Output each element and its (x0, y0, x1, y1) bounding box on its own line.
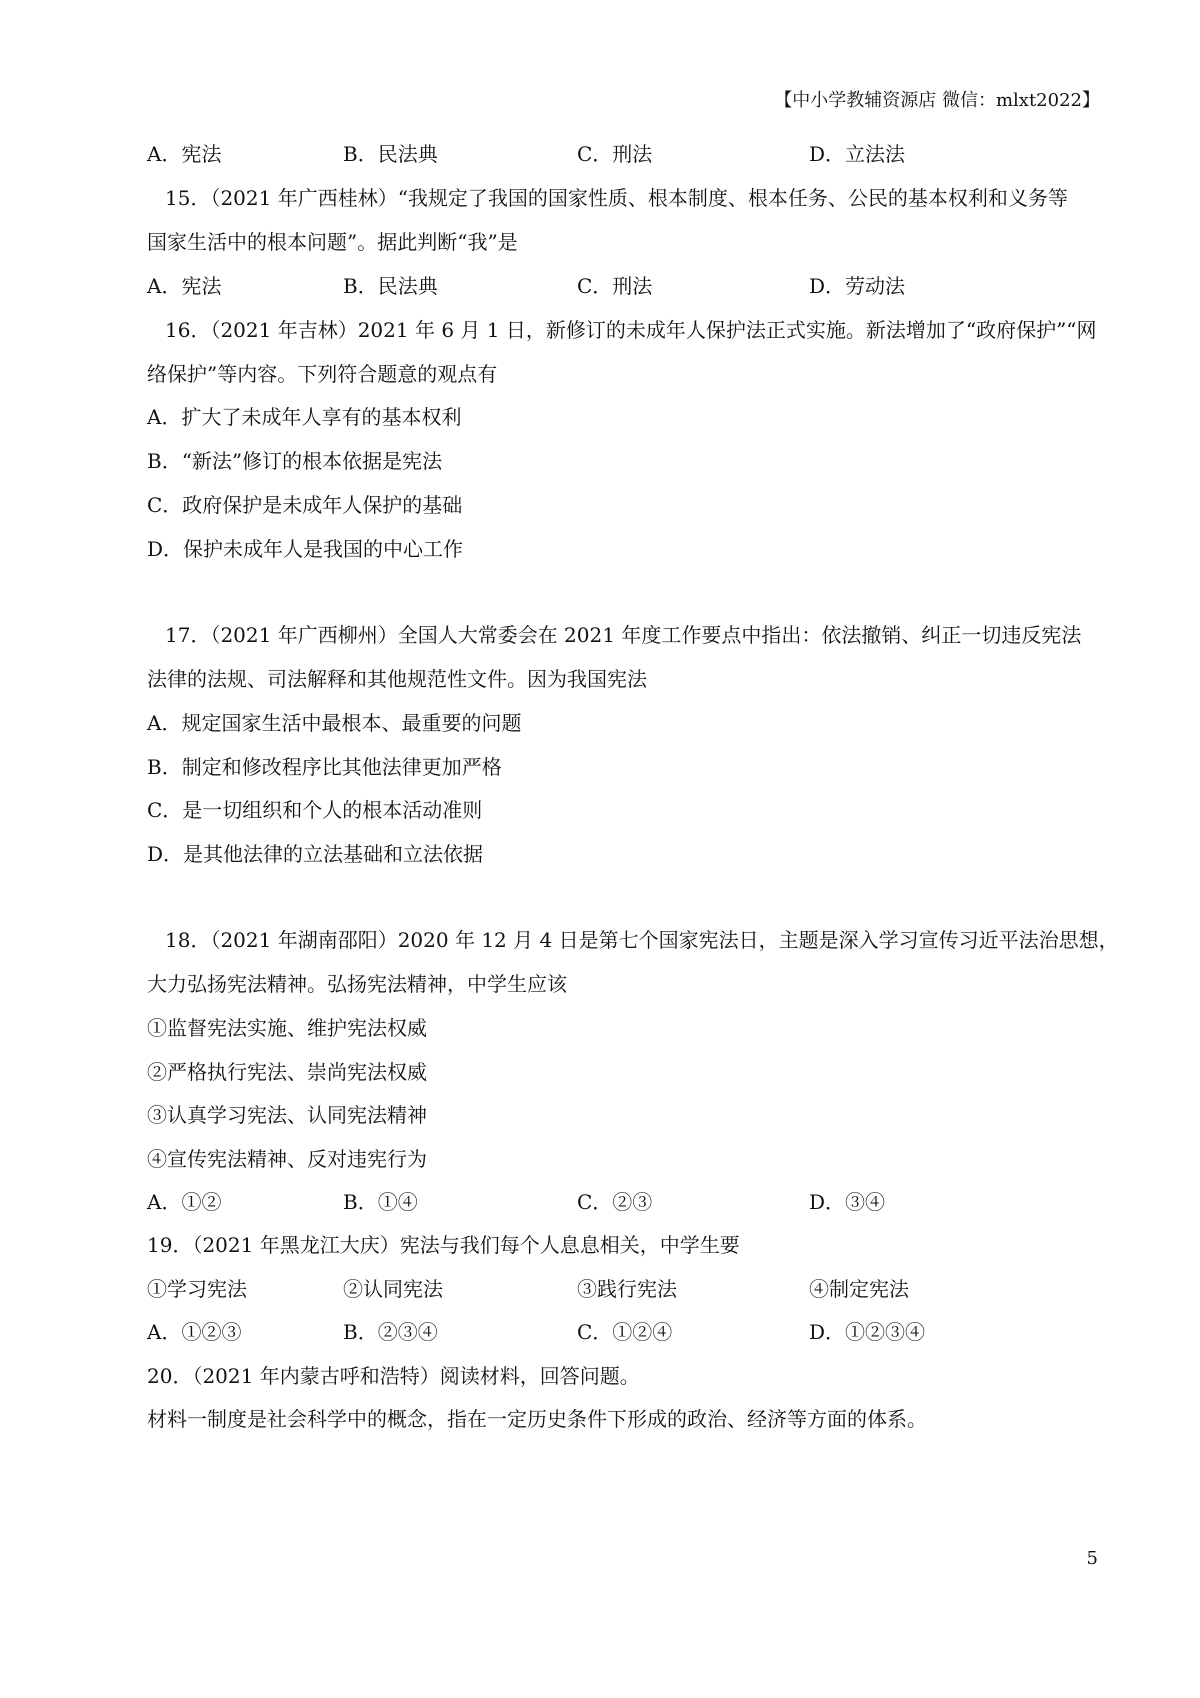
option-b: B．民法典 (343, 274, 438, 298)
q20-stem: 20．（2021 年内蒙古呼和浩特）阅读材料，回答问题。 (147, 1364, 640, 1388)
q15-stem-line2: 国家生活中的根本问题”。据此判断“我”是 (147, 230, 518, 254)
q19-statement-2: ②认同宪法 (343, 1277, 443, 1301)
q18-statement-4: ④宣传宪法精神、反对违宪行为 (147, 1147, 427, 1171)
option-c: C．刑法 (577, 142, 653, 166)
q16-option-c: C．政府保护是未成年人保护的基础 (147, 493, 463, 517)
q20-material: 材料一制度是社会科学中的概念，指在一定历史条件下形成的政治、经济等方面的体系。 (147, 1407, 927, 1431)
q17-option-c: C．是一切组织和个人的根本活动准则 (147, 798, 483, 822)
page-header: 【中小学教辅资源店 微信：mlxt2022】 (774, 90, 1100, 111)
q19-statement-4: ④制定宪法 (809, 1277, 909, 1301)
q16-option-a: A．扩大了未成年人享有的基本权利 (147, 405, 462, 429)
option-c: C．①②④ (577, 1320, 673, 1344)
q15-stem-line1: 15．（2021 年广西桂林）“我规定了我国的国家性质、根本制度、根本任务、公民的基本权利和义务等 (165, 186, 1068, 210)
q19-stem: 19．（2021 年黑龙江大庆）宪法与我们每个人息息相关，中学生要 (147, 1233, 740, 1257)
option-c: C．刑法 (577, 274, 653, 298)
q17-option-b: B．制定和修改程序比其他法律更加严格 (147, 755, 502, 779)
option-d: D．①②③④ (809, 1320, 926, 1344)
option-a: A．宪法 (147, 274, 222, 298)
option-c: C．②③ (577, 1190, 653, 1214)
q16-option-d: D．保护未成年人是我国的中心工作 (147, 537, 464, 561)
option-b: B．②③④ (343, 1320, 438, 1344)
option-a: A．①② (147, 1190, 222, 1214)
q18-stem-line2: 大力弘扬宪法精神。弘扬宪法精神，中学生应该 (147, 972, 567, 996)
q18-statement-2: ②严格执行宪法、崇尚宪法权威 (147, 1060, 427, 1084)
option-d: D．劳动法 (809, 274, 906, 298)
option-b: B．民法典 (343, 142, 438, 166)
q17-option-d: D．是其他法律的立法基础和立法依据 (147, 842, 484, 866)
q16-option-b: B．“新法”修订的根本依据是宪法 (147, 449, 443, 473)
page-number: 5 (1086, 1548, 1098, 1569)
option-b: B．①④ (343, 1190, 418, 1214)
q18-statement-1: ①监督宪法实施、维护宪法权威 (147, 1016, 427, 1040)
q18-stem-line1: 18．（2021 年湖南邵阳）2020 年 12 月 4 日是第七个国家宪法日，主题是深入学习宣传习近平法治思想， (165, 928, 1119, 952)
option-a: A．①②③ (147, 1320, 242, 1344)
q16-stem-line2: 络保护”等内容。下列符合题意的观点有 (147, 362, 498, 386)
q18-statement-3: ③认真学习宪法、认同宪法精神 (147, 1103, 427, 1127)
q17-option-a: A．规定国家生活中最根本、最重要的问题 (147, 711, 522, 735)
q19-statement-3: ③践行宪法 (577, 1277, 677, 1301)
q19-statement-1: ①学习宪法 (147, 1277, 247, 1301)
option-a: A．宪法 (147, 142, 222, 166)
q17-stem-line2: 法律的法规、司法解释和其他规范性文件。因为我国宪法 (147, 667, 647, 691)
option-d: D．③④ (809, 1190, 886, 1214)
option-d: D．立法法 (809, 142, 906, 166)
q16-stem-line1: 16．（2021 年吉林）2021 年 6 月 1 日，新修订的未成年人保护法正式实施。新法增加了“政府保护”“网 (165, 318, 1097, 342)
q17-stem-line1: 17．（2021 年广西柳州）全国人大常委会在 2021 年度工作要点中指出：依法撤销、纠正一切违反宪法 (165, 623, 1082, 647)
